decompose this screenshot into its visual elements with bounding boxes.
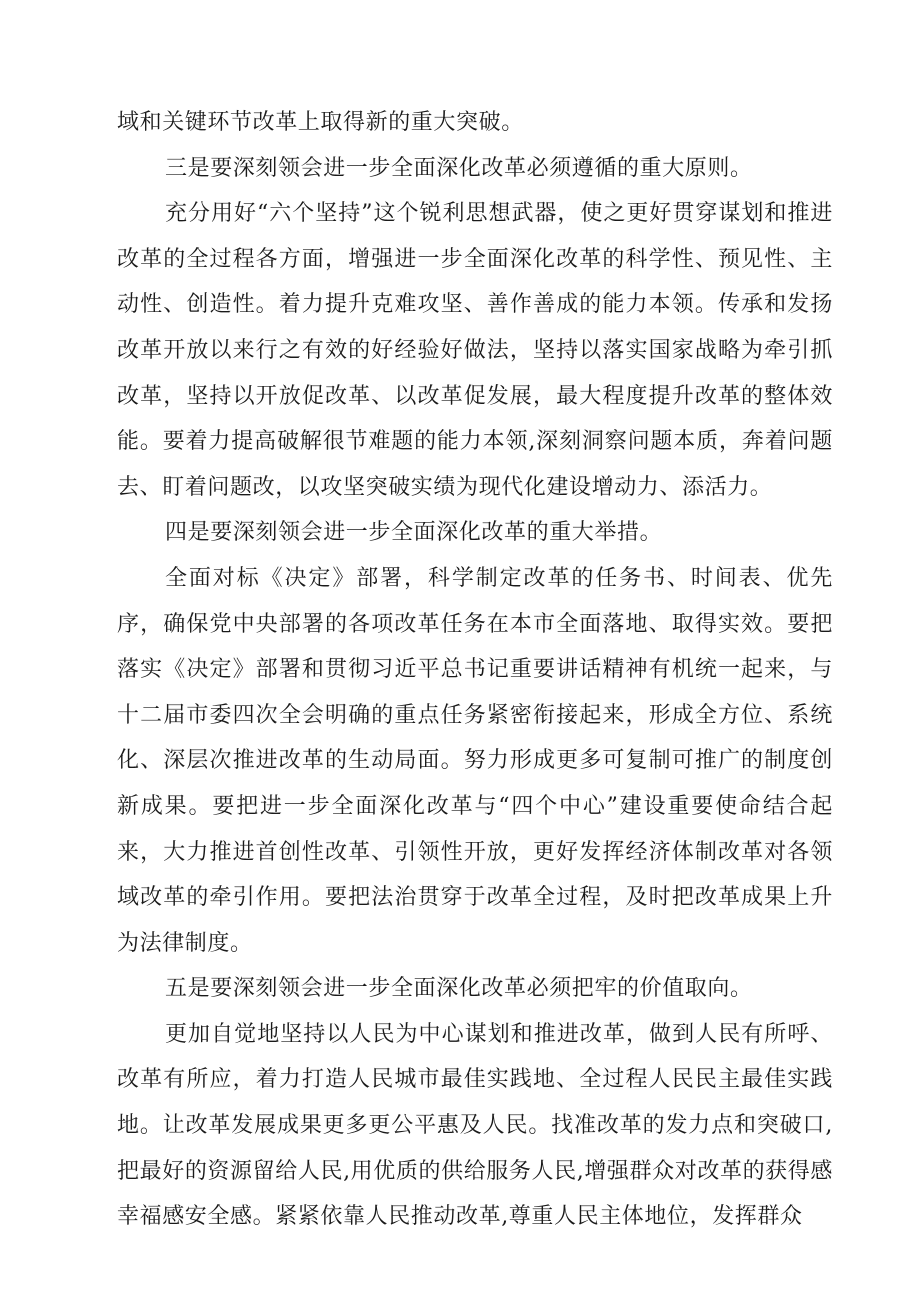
section-heading-four: 四是要深刻领会进一步全面深化改革的重大举措。 (165, 520, 663, 546)
paragraph-body-four: 全面对标《决定》部署，科学制定改革的任务书、时间表、优先序，确保党中央部署的各项改革任务在本市全面落地、取得实效。要把落实《决定》部署和贯彻习近平总书记重要讲话精神有机统一起来，与十二届市委四次全会明确的重点任务紧密衔接起来，形成全方位、系统化、深层次推进改革的生动局面。努力形成更多可复制可推广的制度创新成果。要把进一步全面深化改革与“四个中心”建设重要使命结合起来，大力推进首创性改革、引领性开放，更好发挥经济体制改革对各领域改革的牵引作用。要把法治贯穿于改革全过程，及时把改革成果上升为法律制度。 (117, 565, 833, 956)
document-body (117, 100, 833, 1240)
section-heading-five: 五是要深刻领会进一步全面深化改革必须把牢的价值取向。 (165, 976, 753, 1002)
paragraph-continuation: 域和关键环节改革上取得新的重大突破。 (117, 110, 524, 135)
section-heading-three: 三是要深刻领会进一步全面深化改革必须遵循的重大原则。 (165, 155, 753, 181)
paragraph-body-five: 更加自觉地坚持以人民为中心谋划和推进改革，做到人民有所呼、改革有所应，着力打造人民城市最佳实践地、全过程人民民主最佳实践地。让改革发展成果更多更公平惠及人民。找准改革的发力点和突破口,把最好的资源留给人民,用优质的供给服务人民,增强群众对改革的获得感幸福感安全感。紧紧依靠人民推动改革,尊重人民主体地位，发挥群众 (117, 1021, 833, 1230)
paragraph-body-three: 充分用好“六个坚持”这个锐利思想武器，使之更好贯穿谋划和推进改革的全过程各方面，增强进一步全面深化改革的科学性、预见性、主动性、创造性。着力提升克难攻坚、善作善成的能力本领。传承和发扬改革开放以来行之有效的好经验好做法，坚持以落实国家战略为牵引抓改革，坚持以开放促改革、以改革促发展，最大程度提升改革的整体效能。要着力提高破解很节难题的能力本领,深刻洞察问题本质，奔着问题去、盯着问题改，以攻坚突破实绩为现代化建设增动力、添活力。 (117, 201, 833, 500)
